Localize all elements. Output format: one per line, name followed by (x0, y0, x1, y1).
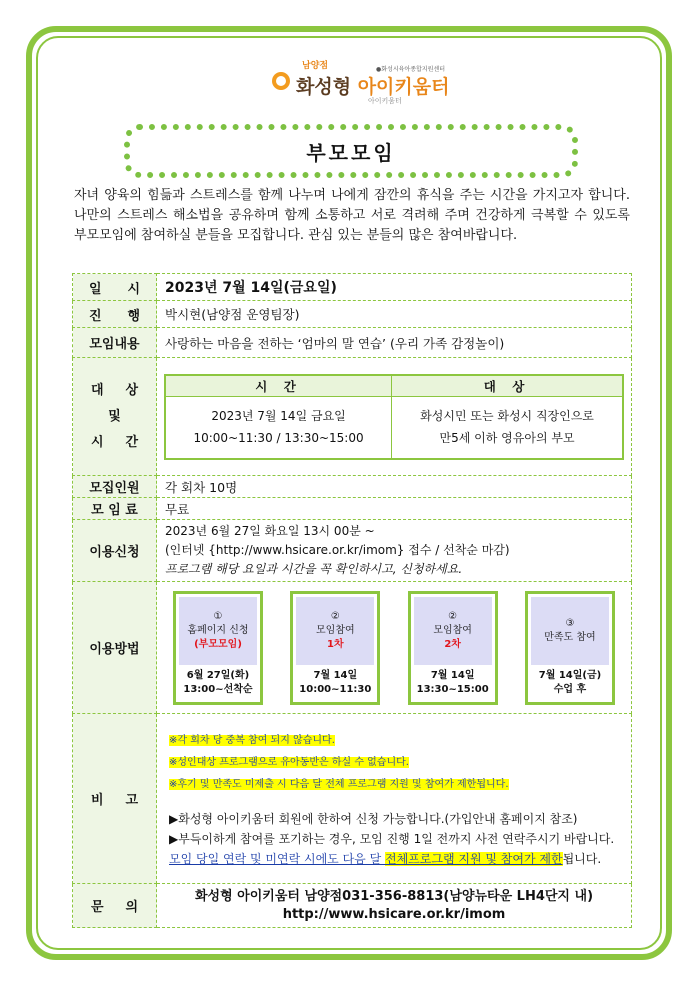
logo-name: 화성형 아이키움터 (296, 76, 450, 98)
intro-text: 자녀 양육의 힘듦과 스트레스를 함께 나누며 나에게 잠깐의 휴식을 주는 시간을 가지고자 합니다. 나만의 스트레스 해소법을 공유하며 함께 소통하고 서로 격려해 주며 건강하게 극복할 수 있도록 부모모임에 참여하실 분들을 모집합니다. 관심 있는 분들의 많은 참여바랍니다. (74, 188, 630, 243)
logo (268, 58, 450, 110)
schedule-head-target: 대 상 (392, 375, 623, 397)
note-penalty: 모임 당일 연락 및 미연락 시에도 다음 달 전체프로그램 지원 및 참여가 제한됩니다. (169, 851, 602, 866)
logo-tag: ●화성시육아종합지원센터 (376, 66, 445, 73)
apply-start: 2023년 6월 27일 화요일 13시 00분 ~ (165, 524, 375, 538)
row-method: 이용방법 ① 홈페이지 신청 (부모모임) 6월 27일(화) 13:00~선착순 ② 모임참여 1차 7월 14일 10:00~11:30 ② 모임참여 2차 7월 14일 13:30~15:00 ③ 만족도 참여 7월 14일(금) 수업 후 (73, 582, 632, 714)
host-value: 박시현(남양점 운영팀장) (157, 301, 632, 328)
row-apply: 이용신청 2023년 6월 27일 화요일 13시 00분 ~ (인터넷 {http://www.hsicare.or.kr/imom} 접수 / 선착순 마감) 프로그램 해당 요일과 시간을 꼭 확인하시고, 신청하세요. (73, 520, 632, 582)
row-host: 진 행 박시현(남양점 운영팀장) (73, 301, 632, 328)
note-highlight-1: ※각 회차 당 중복 참여 되지 않습니다. (169, 734, 335, 746)
schedule-time: 2023년 7월 14일 금요일 10:00~11:30 / 13:30~15:00 (165, 397, 392, 459)
title-box (124, 124, 578, 178)
step-card: ② 모임참여 2차 7월 14일 13:30~15:00 (408, 591, 498, 705)
schedule-table (164, 374, 624, 460)
contact-url[interactable]: http://www.hsicare.or.kr/imom (282, 906, 506, 922)
row-fee: 모 임 료 무료 (73, 498, 632, 520)
fee-value: 무료 (157, 498, 632, 520)
capacity-value: 각 회차 10명 (157, 476, 632, 498)
logo-branch: 남양점 (302, 61, 329, 71)
contact-phone: 화성형 아이키움터 남양점031-356-8813(남양뉴타운 LH4단지 내) (194, 888, 594, 904)
row-notes: 비 고 ※각 회차 당 중복 참여 되지 않습니다. ※성인대상 프로그램으로 유아동반은 하실 수 없습니다. ※후기 및 만족도 미제출 시 다음 달 전체 프로그램 지원 및 참여가 제한됩니다. ▶화성형 아이키움터 회원에 한하여 신청 가능합니다.(가입안내 홈페이지 참조) ▶부득이하게 참여를 포기하는 경우, 모임 진행 1일 전까지 사전 연락주시기 바랍니다. 모임 당일 연락 및 미연락 시에도 다음 달 전체프로그램 지원 및 참여가 제한됩니다. (73, 714, 632, 884)
row-capacity: 모집인원 각 회차 10명 (73, 476, 632, 498)
row-content: 모임내용 사랑하는 마음을 전하는 ‘엄마의 말 연습’ (우리 가족 감정놀이) (73, 328, 632, 358)
row-target-time: 대 상 및 시 간 시 간 대 상 2023년 7월 14일 금요일 10:00~11:30 / 13:30~15:00 화성시민 또는 화성시 직장인으로 만5세 이하 영유아의 부모 (73, 358, 632, 476)
note-member: ▶화성형 아이키움터 회원에 한하여 신청 가능합니다.(가입안내 홈페이지 참조) (169, 811, 578, 826)
row-date: 일 시 2023년 7월 14일(금요일) (73, 274, 632, 301)
content-value: 사랑하는 마음을 전하는 ‘엄마의 말 연습’ (우리 가족 감정놀이) (157, 328, 632, 358)
step-card: ① 홈페이지 신청 (부모모임) 6월 27일(화) 13:00~선착순 (173, 591, 263, 705)
schedule-target: 화성시민 또는 화성시 직장인으로 만5세 이하 영유아의 부모 (392, 397, 623, 459)
note-highlight-3: ※후기 및 만족도 미제출 시 다음 달 전체 프로그램 지원 및 참여가 제한됩니다. (169, 778, 509, 790)
apply-notice: 프로그램 해당 요일과 시간을 꼭 확인하시고, 신청하세요. (165, 562, 463, 576)
step-card: ③ 만족도 참여 7월 14일(금) 수업 후 (525, 591, 615, 705)
note-cancel: ▶부득이하게 참여를 포기하는 경우, 모임 진행 1일 전까지 사전 연락주시기 바랍니다. (169, 831, 615, 846)
logo-subtitle: 아이키움터 (368, 97, 402, 105)
step-card: ② 모임참여 1차 7월 14일 10:00~11:30 (290, 591, 380, 705)
note-highlight-2: ※성인대상 프로그램으로 유아동반은 하실 수 없습니다. (169, 756, 409, 768)
row-contact: 문 의 화성형 아이키움터 남양점031-356-8813(남양뉴타운 LH4단지 내) http://www.hsicare.or.kr/imom (73, 884, 632, 928)
schedule-head-time: 시 간 (165, 375, 392, 397)
apply-url[interactable]: (인터넷 {http://www.hsicare.or.kr/imom} 접수 / 선착순 마감) (165, 543, 510, 557)
info-table (72, 273, 632, 928)
method-steps (157, 591, 631, 705)
sun-icon (268, 68, 294, 94)
date-value: 2023년 7월 14일(금요일) (157, 274, 632, 301)
page-title: 부모모임 (306, 140, 396, 165)
